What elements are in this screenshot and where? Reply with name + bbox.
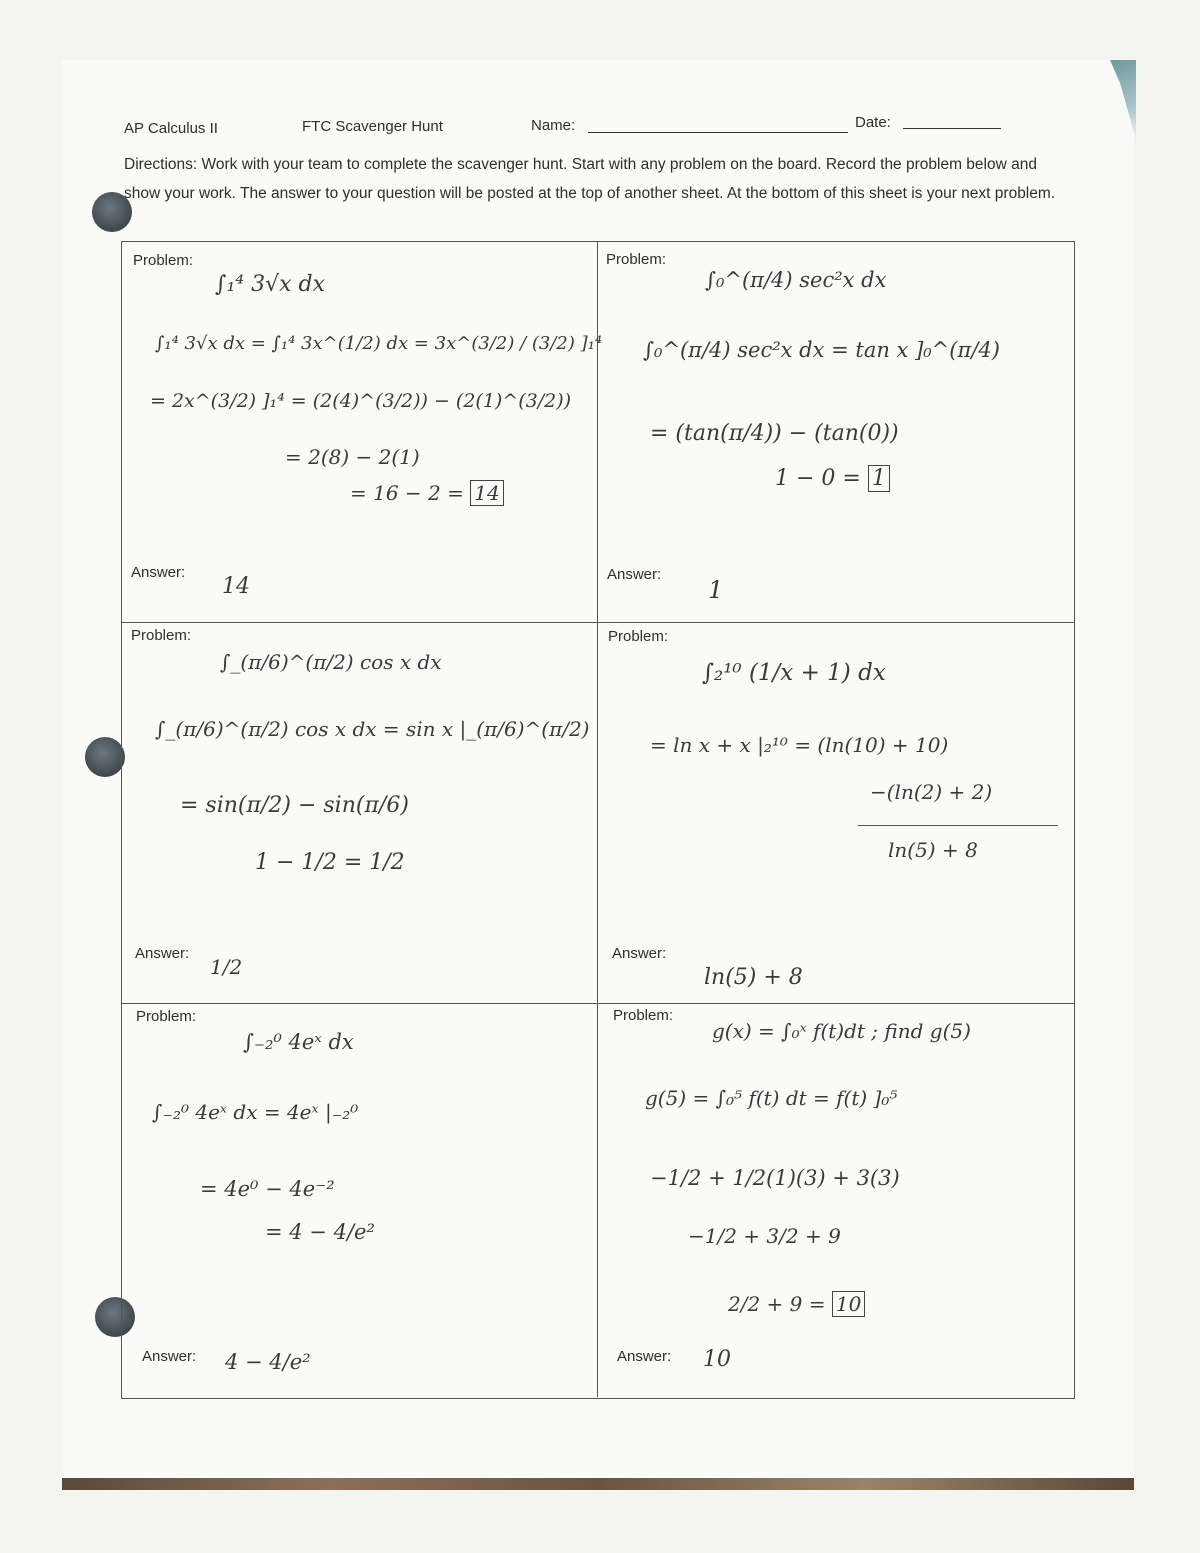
- answer-6-value: 10: [703, 1347, 731, 1372]
- answer-4-value: ln(5) + 8: [704, 965, 803, 990]
- problem-1-work: = 2(8) − 2(1): [285, 445, 420, 469]
- course-name: AP Calculus II: [124, 120, 218, 137]
- problem-6-work: −1/2 + 3/2 + 9: [688, 1224, 841, 1248]
- problem-5-work: ∫₋₂⁰ 4eˣ dx = 4eˣ |₋₂⁰: [152, 1100, 359, 1124]
- problem-2-statement: ∫₀^(π/4) sec²x dx: [705, 268, 887, 292]
- table-edge: [62, 1478, 1134, 1490]
- grid-divider-vertical: [597, 241, 598, 1397]
- answer-label: Answer:: [617, 1348, 672, 1365]
- problem-label: Problem:: [133, 252, 194, 269]
- answer-2-value: 1: [708, 576, 724, 604]
- answer-label: Answer:: [612, 945, 667, 962]
- problem-label: Problem:: [136, 1008, 197, 1025]
- answer-label: Answer:: [607, 566, 662, 583]
- problem-3-statement: ∫_(π/6)^(π/2) cos x dx: [220, 650, 442, 674]
- problem-6-work: 2/2 + 9 = 10: [728, 1292, 865, 1316]
- problem-6-work: −1/2 + 1/2(1)(3) + 3(3): [650, 1166, 900, 1190]
- answer-3-value: 1/2: [210, 955, 243, 979]
- boxed-result: 10: [832, 1291, 865, 1317]
- grid-divider-row1: [121, 622, 1075, 623]
- name-label: Name:: [531, 117, 576, 134]
- boxed-result: 1: [868, 465, 890, 492]
- grid-divider-row2: [121, 1003, 1075, 1004]
- sum-rule: [858, 825, 1058, 826]
- problem-label: Problem:: [606, 251, 667, 268]
- problem-6-work: g(5) = ∫₀⁵ f(t) dt = f(t) ]₀⁵: [645, 1086, 898, 1110]
- directions-text: Directions: Work with your team to complete the scavenger hunt. Start with any problem on the board. Record the problem below and show your work. The answer to your question will be posted at the top of another sheet. At the bottom of this sheet is your next problem.: [124, 156, 1056, 202]
- problem-label: Problem:: [131, 627, 192, 644]
- answer-label: Answer:: [131, 564, 186, 581]
- answer-label: Answer:: [135, 945, 190, 962]
- problem-label: Problem:: [613, 1007, 674, 1024]
- date-label: Date:: [855, 114, 891, 131]
- problem-6-statement: g(x) = ∫₀ˣ f(t)dt ; find g(5): [712, 1019, 971, 1043]
- problem-1-statement: ∫₁⁴ 3√x dx: [215, 272, 325, 297]
- answer-5-value: 4 − 4/e²: [225, 1350, 311, 1374]
- problem-3-work: = sin(π/2) − sin(π/6): [180, 793, 409, 818]
- worksheet-title: FTC Scavenger Hunt: [302, 118, 443, 135]
- problem-4-work: = ln x + x |₂¹⁰ = (ln(10) + 10): [650, 733, 949, 757]
- name-field[interactable]: [588, 132, 848, 133]
- problem-1-work: = 16 − 2 = 14: [350, 481, 504, 505]
- problem-2-work: ∫₀^(π/4) sec²x dx = tan x ]₀^(π/4): [643, 338, 1000, 362]
- problem-2-work: = (tan(π/4)) − (tan(0)): [650, 421, 899, 446]
- problem-5-work: = 4e⁰ − 4e⁻²: [200, 1177, 335, 1201]
- problem-label: Problem:: [608, 628, 669, 645]
- problem-1-work: = 2x^(3/2) ]₁⁴ = (2(4)^(3/2)) − (2(1)^(3/2)): [150, 390, 572, 412]
- punch-hole-middle: [85, 737, 125, 777]
- problem-3-work: ∫_(π/6)^(π/2) cos x dx = sin x |_(π/6)^(π/2): [155, 717, 590, 741]
- problem-4-work: ln(5) + 8: [888, 838, 978, 862]
- problem-5-statement: ∫₋₂⁰ 4eˣ dx: [243, 1030, 354, 1054]
- problem-4-work: −(ln(2) + 2): [870, 780, 993, 804]
- boxed-result: 14: [470, 480, 503, 506]
- problem-5-work: = 4 − 4/e²: [265, 1220, 375, 1244]
- answer-label: Answer:: [142, 1348, 197, 1365]
- problem-4-statement: ∫₂¹⁰ (1/x + 1) dx: [702, 660, 886, 686]
- problem-2-work: 1 − 0 = 1: [775, 466, 890, 491]
- answer-1-value: 14: [222, 574, 250, 599]
- problem-1-work: ∫₁⁴ 3√x dx = ∫₁⁴ 3x^(1/2) dx = 3x^(3/2) / (3/2) ]₁⁴: [155, 333, 603, 354]
- date-field[interactable]: [903, 128, 1001, 129]
- problem-3-work: 1 − 1/2 = 1/2: [255, 850, 405, 875]
